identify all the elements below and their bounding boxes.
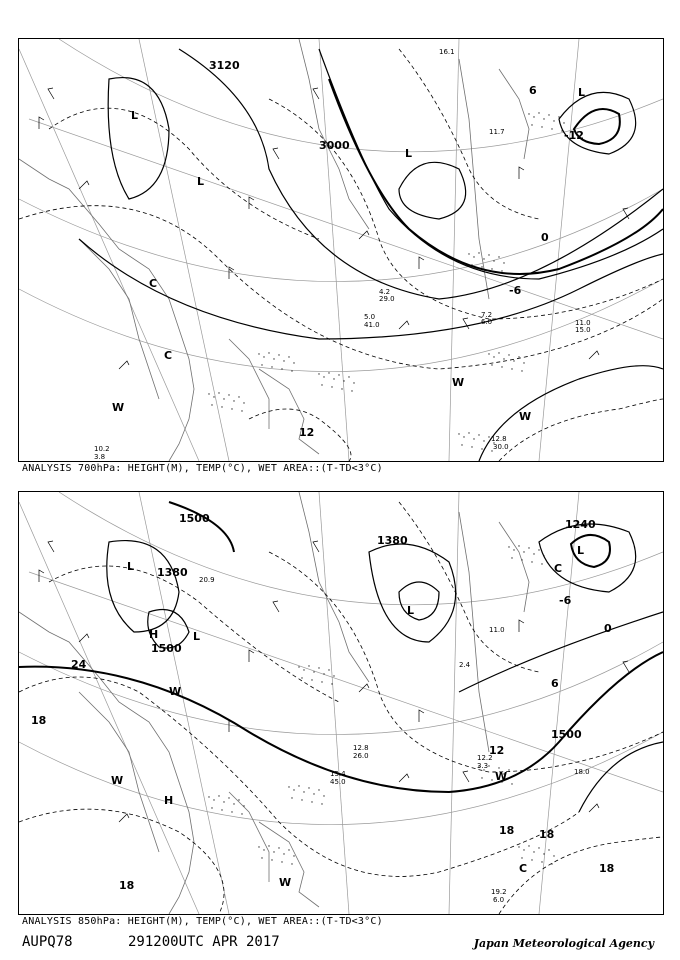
height-label-2: 1380 xyxy=(157,566,188,579)
system-mark: W xyxy=(495,770,508,783)
system-mark: L xyxy=(131,109,139,122)
svg-text:26.0: 26.0 xyxy=(353,752,369,760)
station-observations xyxy=(199,576,590,904)
svg-text:12.8: 12.8 xyxy=(353,744,369,752)
system-mark: H xyxy=(149,628,159,641)
temp-label-3: 12 xyxy=(489,744,505,757)
system-mark: L xyxy=(405,147,413,160)
height-label-0: 3000 xyxy=(319,139,350,152)
height-contours xyxy=(79,49,663,461)
temp-label-6: -6 xyxy=(559,594,572,607)
height-label-5: 1240 xyxy=(565,518,596,531)
system-mark: W xyxy=(279,876,292,889)
chart-code: AUPQ78 xyxy=(22,934,73,950)
height-contours xyxy=(19,502,663,812)
temp-label-5: 0 xyxy=(604,622,612,635)
wind-barbs xyxy=(39,88,629,369)
svg-text:12.8: 12.8 xyxy=(491,435,507,443)
temp-label-2: -6 xyxy=(509,284,522,297)
svg-text:12.2: 12.2 xyxy=(477,754,493,762)
svg-text:6.0: 6.0 xyxy=(481,318,493,326)
svg-text:15.4: 15.4 xyxy=(330,770,346,778)
system-mark: L xyxy=(193,630,201,643)
height-label-1: 3120 xyxy=(209,59,240,72)
coastlines xyxy=(19,492,529,914)
svg-text:45.0: 45.0 xyxy=(330,778,346,786)
svg-text:11.0: 11.0 xyxy=(489,626,505,634)
map-850hpa xyxy=(19,492,663,914)
system-mark: L xyxy=(577,544,585,557)
temp-label-1: 0 xyxy=(541,231,549,244)
height-label-1: 1500 xyxy=(551,728,582,741)
agency-name: Japan Meteorological Agency xyxy=(473,937,654,950)
svg-text:15.0: 15.0 xyxy=(575,326,591,334)
system-mark: W xyxy=(169,685,182,698)
coastlines xyxy=(19,39,532,461)
temp-label-0: 24 xyxy=(71,658,87,671)
svg-text:18.0: 18.0 xyxy=(574,768,590,776)
caption-850hpa: ANALYSIS 850hPa: HEIGHT(M), TEMP(°C), WET AREA::(T-TD<3°C) xyxy=(22,916,383,927)
system-mark: C xyxy=(149,277,158,290)
temp-label-1: 18 xyxy=(31,714,47,727)
system-mark: L xyxy=(197,175,205,188)
system-mark: C xyxy=(519,862,528,875)
chart-850hpa xyxy=(18,491,664,915)
wet-area xyxy=(208,545,554,864)
system-mark: L xyxy=(127,560,135,573)
temp-label-4: 6 xyxy=(529,84,537,97)
system-mark: W xyxy=(111,774,124,787)
chart-700hpa xyxy=(18,38,664,462)
system-mark: W xyxy=(519,410,532,423)
graticule xyxy=(19,39,663,461)
svg-text:29.0: 29.0 xyxy=(379,295,395,303)
caption-700hpa: ANALYSIS 700hPa: HEIGHT(M), TEMP(°C), WET AREA::(T-TD<3°C) xyxy=(22,463,383,474)
graticule xyxy=(19,492,663,914)
height-label-4: 1380 xyxy=(377,534,408,547)
svg-text:4.2: 4.2 xyxy=(379,288,391,296)
height-label-3: 1500 xyxy=(151,642,182,655)
isotherms xyxy=(19,502,663,914)
temp-label-2: 18 xyxy=(119,879,135,892)
system-mark: H xyxy=(164,794,174,807)
svg-text:3.8: 3.8 xyxy=(94,453,106,461)
temp-label-7: 18 xyxy=(499,824,515,837)
svg-text:5.0: 5.0 xyxy=(364,313,376,321)
svg-text:7.2: 7.2 xyxy=(481,311,493,319)
system-mark: L xyxy=(407,604,415,617)
svg-text:30.0: 30.0 xyxy=(493,443,509,451)
temp-label-0: 12 xyxy=(299,426,315,439)
analysis-time: 291200UTC APR 2017 xyxy=(128,934,280,950)
svg-text:41.0: 41.0 xyxy=(364,321,380,329)
svg-text:6.0: 6.0 xyxy=(493,896,505,904)
temp-label-8: 18 xyxy=(539,828,555,841)
temp-label-3: -12 xyxy=(564,129,584,142)
temp-label-9: 18 xyxy=(599,862,615,875)
svg-text:19.2: 19.2 xyxy=(491,888,507,896)
height-label-0: 1500 xyxy=(179,512,210,525)
wet-area xyxy=(208,112,564,451)
svg-text:16.1: 16.1 xyxy=(439,48,455,56)
system-mark: C xyxy=(554,562,563,575)
svg-text:11.0: 11.0 xyxy=(575,319,591,327)
svg-text:10.2: 10.2 xyxy=(94,445,110,453)
system-mark: L xyxy=(578,86,586,99)
map-700hpa xyxy=(19,39,663,461)
system-mark: W xyxy=(452,376,465,389)
svg-text:2.4: 2.4 xyxy=(459,661,471,669)
temp-label-4: 6 xyxy=(551,677,559,690)
system-mark: C xyxy=(164,349,173,362)
svg-text:3.3: 3.3 xyxy=(477,762,489,770)
svg-text:20.9: 20.9 xyxy=(199,576,215,584)
svg-text:11.7: 11.7 xyxy=(489,128,505,136)
system-mark: W xyxy=(112,401,125,414)
